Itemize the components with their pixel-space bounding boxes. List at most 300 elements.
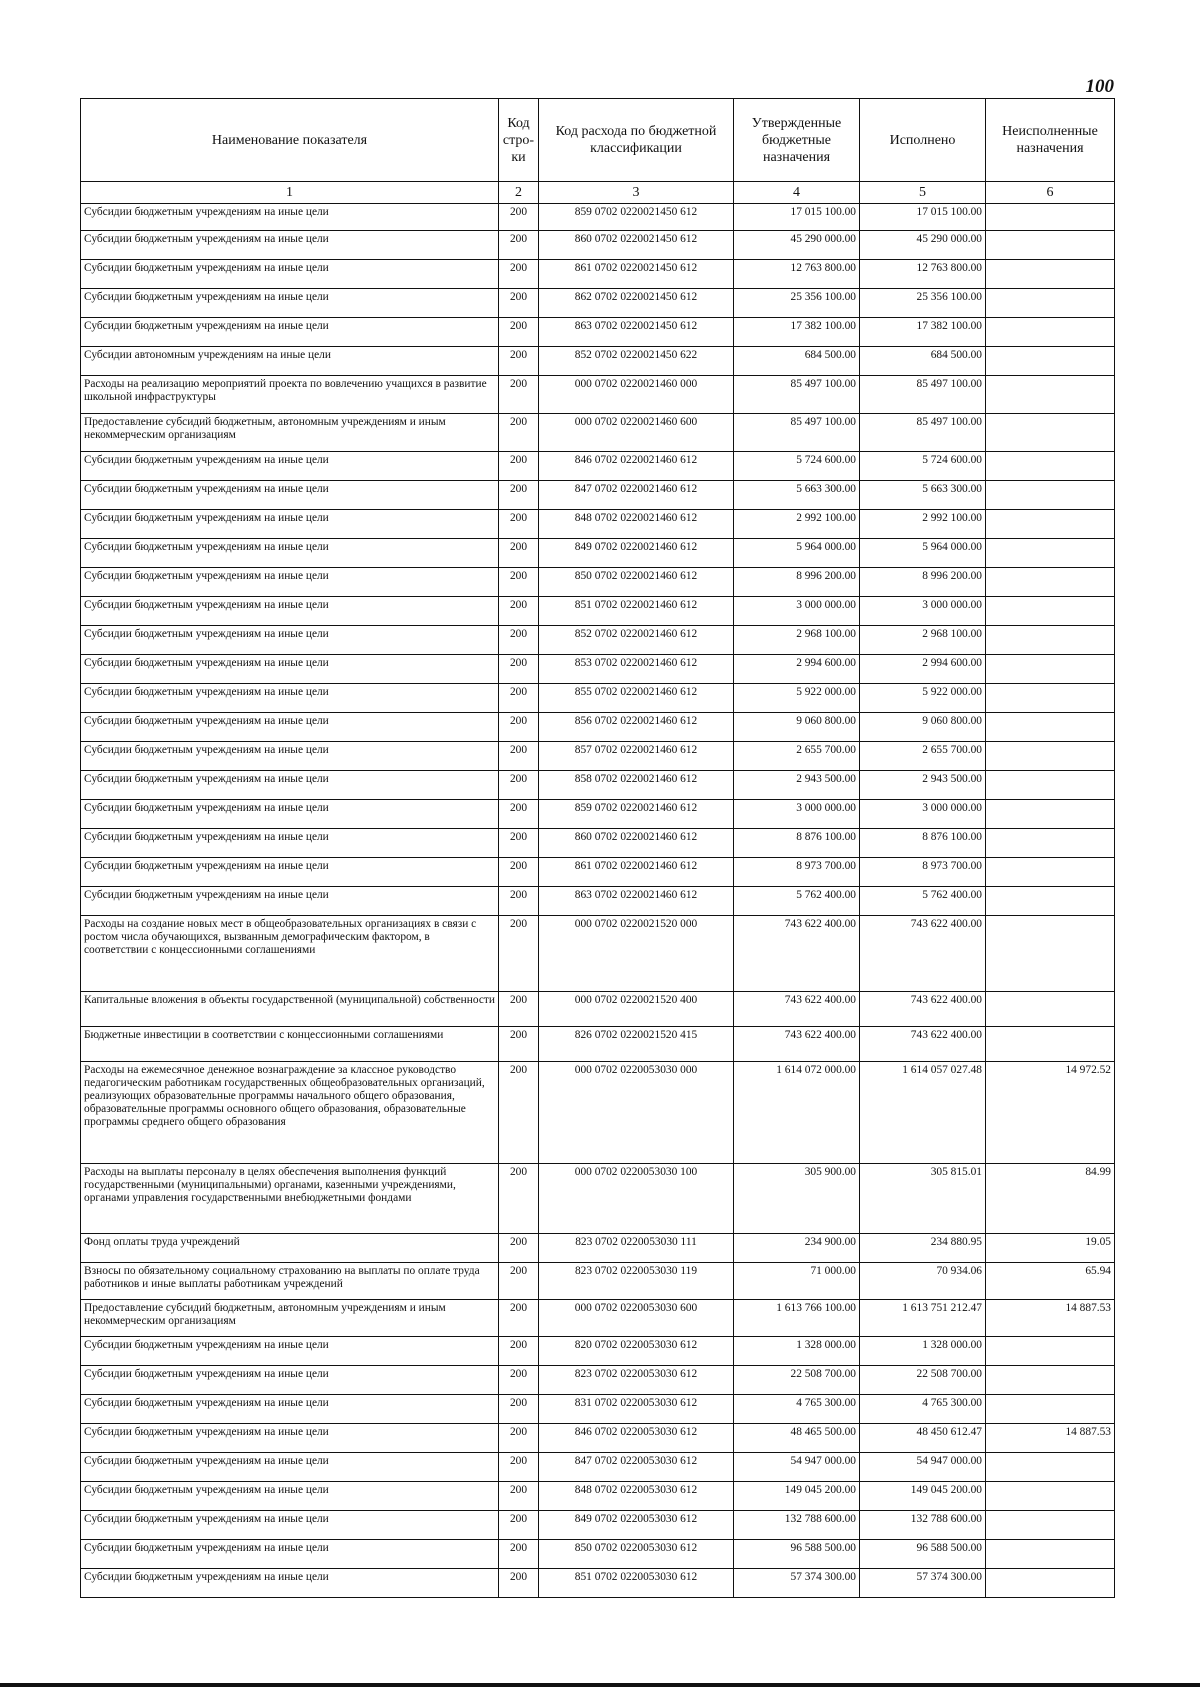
table-cell-budget-code: 858 0702 0220021460 612 — [539, 771, 734, 800]
col-number: 4 — [734, 182, 860, 204]
table-cell-unexecuted — [986, 414, 1115, 452]
table-cell-executed: 3 000 000.00 — [860, 800, 986, 829]
table-cell-budget-code: 823 0702 0220053030 612 — [539, 1366, 734, 1395]
table-cell-line-code: 200 — [499, 204, 539, 231]
table-cell-name: Субсидии бюджетным учреждениям на иные цели — [81, 1424, 499, 1453]
table-cell-executed: 12 763 800.00 — [860, 260, 986, 289]
table-cell-approved: 1 614 072 000.00 — [734, 1062, 860, 1164]
table-row — [81, 568, 1115, 597]
table-row — [81, 1482, 1115, 1511]
table-cell-unexecuted — [986, 916, 1115, 992]
table-cell-line-code: 200 — [499, 597, 539, 626]
table-row — [81, 655, 1115, 684]
table-row — [81, 539, 1115, 568]
table-cell-budget-code: 000 0702 0220021460 000 — [539, 376, 734, 414]
table-cell-unexecuted — [986, 800, 1115, 829]
table-cell-approved: 1 328 000.00 — [734, 1337, 860, 1366]
table-cell-name: Субсидии бюджетным учреждениям на иные цели — [81, 858, 499, 887]
table-row — [81, 713, 1115, 742]
table-cell-approved: 96 588 500.00 — [734, 1540, 860, 1569]
table-cell-executed: 9 060 800.00 — [860, 713, 986, 742]
table-cell-line-code: 200 — [499, 800, 539, 829]
table-cell-budget-code: 850 0702 0220021460 612 — [539, 568, 734, 597]
table-cell-line-code: 200 — [499, 684, 539, 713]
table-row — [81, 1366, 1115, 1395]
table-cell-budget-code: 861 0702 0220021450 612 — [539, 260, 734, 289]
table-cell-approved: 743 622 400.00 — [734, 916, 860, 992]
table-cell-unexecuted — [986, 655, 1115, 684]
table-cell-line-code: 200 — [499, 1164, 539, 1234]
table-cell-unexecuted — [986, 347, 1115, 376]
table-row — [81, 347, 1115, 376]
table-cell-unexecuted — [986, 1540, 1115, 1569]
table-cell-approved: 71 000.00 — [734, 1263, 860, 1300]
table-row — [81, 289, 1115, 318]
table-cell-executed: 17 015 100.00 — [860, 204, 986, 231]
table-cell-approved: 4 765 300.00 — [734, 1395, 860, 1424]
table-cell-unexecuted — [986, 742, 1115, 771]
table-cell-unexecuted — [986, 887, 1115, 916]
col-header-executed: Исполнено — [860, 99, 986, 182]
table-cell-line-code: 200 — [499, 452, 539, 481]
table-cell-unexecuted — [986, 231, 1115, 260]
table-cell-approved: 2 992 100.00 — [734, 510, 860, 539]
table-cell-approved: 8 996 200.00 — [734, 568, 860, 597]
col-header-approved: Утвержденные бюджетные назначения — [734, 99, 860, 182]
table-cell-budget-code: 823 0702 0220053030 111 — [539, 1234, 734, 1263]
table-cell-executed: 45 290 000.00 — [860, 231, 986, 260]
table-cell-line-code: 200 — [499, 1395, 539, 1424]
table-cell-name: Субсидии бюджетным учреждениям на иные цели — [81, 539, 499, 568]
table-cell-budget-code: 856 0702 0220021460 612 — [539, 713, 734, 742]
budget-execution-table — [80, 98, 1115, 1598]
table-cell-name: Предоставление субсидий бюджетным, автономным учреждениям и иным некоммерческим организациям — [81, 414, 499, 452]
table-cell-name: Предоставление субсидий бюджетным, автономным учреждениям и иным некоммерческим организациям — [81, 1300, 499, 1337]
table-cell-name: Субсидии бюджетным учреждениям на иные цели — [81, 1366, 499, 1395]
table-cell-approved: 57 374 300.00 — [734, 1569, 860, 1598]
table-cell-name: Субсидии бюджетным учреждениям на иные цели — [81, 231, 499, 260]
table-cell-budget-code: 857 0702 0220021460 612 — [539, 742, 734, 771]
table-cell-budget-code: 848 0702 0220053030 612 — [539, 1482, 734, 1511]
table-cell-executed: 17 382 100.00 — [860, 318, 986, 347]
table-cell-name: Субсидии бюджетным учреждениям на иные цели — [81, 260, 499, 289]
table-cell-approved: 25 356 100.00 — [734, 289, 860, 318]
table-cell-unexecuted: 14 887.53 — [986, 1300, 1115, 1337]
table-row — [81, 1453, 1115, 1482]
table-cell-line-code: 200 — [499, 1300, 539, 1337]
table-cell-budget-code: 847 0702 0220021460 612 — [539, 481, 734, 510]
table-cell-budget-code: 820 0702 0220053030 612 — [539, 1337, 734, 1366]
table-body — [81, 204, 1115, 1598]
table-cell-name: Субсидии бюджетным учреждениям на иные цели — [81, 1453, 499, 1482]
col-number: 2 — [499, 182, 539, 204]
table-row — [81, 916, 1115, 992]
table-cell-approved: 5 663 300.00 — [734, 481, 860, 510]
table-cell-unexecuted — [986, 992, 1115, 1027]
table-cell-name: Субсидии бюджетным учреждениям на иные цели — [81, 481, 499, 510]
table-cell-budget-code: 000 0702 0220053030 600 — [539, 1300, 734, 1337]
table-cell-unexecuted — [986, 1395, 1115, 1424]
table-cell-unexecuted — [986, 376, 1115, 414]
table-cell-approved: 17 382 100.00 — [734, 318, 860, 347]
table-cell-line-code: 200 — [499, 1263, 539, 1300]
table-cell-unexecuted — [986, 318, 1115, 347]
table-cell-executed: 2 655 700.00 — [860, 742, 986, 771]
table-cell-executed: 234 880.95 — [860, 1234, 986, 1263]
table-row — [81, 376, 1115, 414]
table-cell-line-code: 200 — [499, 1424, 539, 1453]
table-cell-budget-code: 000 0702 0220021460 600 — [539, 414, 734, 452]
table-cell-approved: 45 290 000.00 — [734, 231, 860, 260]
table-cell-executed: 305 815.01 — [860, 1164, 986, 1234]
table-cell-approved: 85 497 100.00 — [734, 414, 860, 452]
table-cell-budget-code: 000 0702 0220021520 000 — [539, 916, 734, 992]
table-row — [81, 1424, 1115, 1453]
table-cell-executed: 1 613 751 212.47 — [860, 1300, 986, 1337]
table-row — [81, 1337, 1115, 1366]
table-row — [81, 231, 1115, 260]
table-cell-approved: 3 000 000.00 — [734, 800, 860, 829]
table-cell-approved: 5 762 400.00 — [734, 887, 860, 916]
table-row — [81, 1027, 1115, 1062]
table-cell-unexecuted — [986, 1482, 1115, 1511]
table-cell-unexecuted: 84.99 — [986, 1164, 1115, 1234]
table-cell-executed: 8 876 100.00 — [860, 829, 986, 858]
table-cell-unexecuted — [986, 1569, 1115, 1598]
table-cell-executed: 8 973 700.00 — [860, 858, 986, 887]
table-cell-line-code: 200 — [499, 1569, 539, 1598]
table-cell-unexecuted — [986, 684, 1115, 713]
table-cell-name: Субсидии бюджетным учреждениям на иные цели — [81, 1395, 499, 1424]
table-cell-name: Субсидии бюджетным учреждениям на иные цели — [81, 1569, 499, 1598]
table-cell-budget-code: 863 0702 0220021460 612 — [539, 887, 734, 916]
table-cell-name: Субсидии бюджетным учреждениям на иные цели — [81, 684, 499, 713]
col-number: 1 — [81, 182, 499, 204]
col-header-budget-code: Код расхода по бюджетной классификации — [539, 99, 734, 182]
table-cell-executed: 684 500.00 — [860, 347, 986, 376]
table-cell-executed: 54 947 000.00 — [860, 1453, 986, 1482]
table-row — [81, 1234, 1115, 1263]
table-cell-executed: 96 588 500.00 — [860, 1540, 986, 1569]
table-cell-approved: 2 655 700.00 — [734, 742, 860, 771]
table-cell-executed: 8 996 200.00 — [860, 568, 986, 597]
table-cell-line-code: 200 — [499, 289, 539, 318]
table-cell-unexecuted — [986, 626, 1115, 655]
table-cell-budget-code: 859 0702 0220021450 612 — [539, 204, 734, 231]
table-cell-unexecuted — [986, 597, 1115, 626]
table-cell-unexecuted — [986, 1366, 1115, 1395]
table-cell-line-code: 200 — [499, 992, 539, 1027]
table-cell-executed: 2 943 500.00 — [860, 771, 986, 800]
table-cell-unexecuted — [986, 771, 1115, 800]
table-cell-executed: 5 922 000.00 — [860, 684, 986, 713]
table-cell-executed: 2 994 600.00 — [860, 655, 986, 684]
table-cell-name: Субсидии бюджетным учреждениям на иные цели — [81, 204, 499, 231]
table-cell-line-code: 200 — [499, 568, 539, 597]
table-cell-unexecuted — [986, 452, 1115, 481]
table-cell-approved: 8 876 100.00 — [734, 829, 860, 858]
table-cell-line-code: 200 — [499, 481, 539, 510]
table-cell-line-code: 200 — [499, 887, 539, 916]
table-cell-name: Расходы на реализацию мероприятий проекта по вовлечению учащихся в развитие школьной инфраструктуры — [81, 376, 499, 414]
table-cell-name: Субсидии бюджетным учреждениям на иные цели — [81, 597, 499, 626]
table-cell-budget-code: 000 0702 0220053030 000 — [539, 1062, 734, 1164]
table-cell-budget-code: 850 0702 0220053030 612 — [539, 1540, 734, 1569]
table-cell-line-code: 200 — [499, 626, 539, 655]
table-cell-approved: 2 968 100.00 — [734, 626, 860, 655]
table-cell-line-code: 200 — [499, 858, 539, 887]
table-cell-name: Субсидии бюджетным учреждениям на иные цели — [81, 742, 499, 771]
table-cell-budget-code: 859 0702 0220021460 612 — [539, 800, 734, 829]
table-cell-executed: 5 762 400.00 — [860, 887, 986, 916]
scan-bottom-edge — [0, 1683, 1200, 1687]
table-cell-executed: 5 724 600.00 — [860, 452, 986, 481]
table-cell-unexecuted — [986, 289, 1115, 318]
table-cell-line-code: 200 — [499, 347, 539, 376]
table-cell-budget-code: 000 0702 0220053030 100 — [539, 1164, 734, 1234]
table-row — [81, 1511, 1115, 1540]
table-cell-line-code: 200 — [499, 1511, 539, 1540]
table-cell-unexecuted — [986, 539, 1115, 568]
table-cell-budget-code: 862 0702 0220021450 612 — [539, 289, 734, 318]
table-cell-budget-code: 860 0702 0220021450 612 — [539, 231, 734, 260]
table-cell-executed: 132 788 600.00 — [860, 1511, 986, 1540]
table-cell-budget-code: 848 0702 0220021460 612 — [539, 510, 734, 539]
table-row — [81, 204, 1115, 231]
table-cell-name: Расходы на ежемесячное денежное вознаграждение за классное руководство педагогическим работникам государственных общеобразовательных организаций, реализующих образовательные программы начального общего образования, образовательные программы основного общего образования, образовательные программы среднего общего образования — [81, 1062, 499, 1164]
table-cell-line-code: 200 — [499, 916, 539, 992]
table-cell-unexecuted: 19.05 — [986, 1234, 1115, 1263]
table-cell-approved: 743 622 400.00 — [734, 1027, 860, 1062]
col-header-line-code: Код стро- ки — [499, 99, 539, 182]
table-cell-executed: 149 045 200.00 — [860, 1482, 986, 1511]
table-cell-budget-code: 860 0702 0220021460 612 — [539, 829, 734, 858]
table-cell-unexecuted — [986, 1511, 1115, 1540]
table-cell-budget-code: 823 0702 0220053030 119 — [539, 1263, 734, 1300]
table-row — [81, 858, 1115, 887]
table-cell-approved: 234 900.00 — [734, 1234, 860, 1263]
table-cell-approved: 54 947 000.00 — [734, 1453, 860, 1482]
table-cell-approved: 8 973 700.00 — [734, 858, 860, 887]
table-row — [81, 771, 1115, 800]
table-cell-executed: 743 622 400.00 — [860, 992, 986, 1027]
table-cell-executed: 2 968 100.00 — [860, 626, 986, 655]
table-cell-budget-code: 852 0702 0220021460 612 — [539, 626, 734, 655]
table-cell-name: Субсидии бюджетным учреждениям на иные цели — [81, 713, 499, 742]
table-cell-name: Расходы на создание новых мест в общеобразовательных организациях в связи с ростом числа обучающихся, вызванным демографическим фактором, в соответствии с концессионными соглашениями — [81, 916, 499, 992]
table-cell-line-code: 200 — [499, 1366, 539, 1395]
table-cell-name: Субсидии бюджетным учреждениям на иные цели — [81, 1337, 499, 1366]
table-cell-approved: 85 497 100.00 — [734, 376, 860, 414]
table-cell-unexecuted — [986, 1453, 1115, 1482]
table-cell-name: Бюджетные инвестиции в соответствии с концессионными соглашениями — [81, 1027, 499, 1062]
table-row — [81, 414, 1115, 452]
table-cell-executed: 1 614 057 027.48 — [860, 1062, 986, 1164]
table-cell-approved: 9 060 800.00 — [734, 713, 860, 742]
table-cell-executed: 57 374 300.00 — [860, 1569, 986, 1598]
table-cell-name: Субсидии бюджетным учреждениям на иные цели — [81, 510, 499, 539]
table-cell-name: Субсидии бюджетным учреждениям на иные цели — [81, 452, 499, 481]
col-header-name: Наименование показателя — [81, 99, 499, 182]
table-cell-line-code: 200 — [499, 231, 539, 260]
table-cell-line-code: 200 — [499, 771, 539, 800]
header-row — [81, 99, 1115, 182]
table-cell-name: Субсидии бюджетным учреждениям на иные цели — [81, 829, 499, 858]
table-cell-budget-code: 855 0702 0220021460 612 — [539, 684, 734, 713]
table-cell-approved: 149 045 200.00 — [734, 1482, 860, 1511]
table-cell-approved: 743 622 400.00 — [734, 992, 860, 1027]
table-cell-name: Фонд оплаты труда учреждений — [81, 1234, 499, 1263]
table-cell-executed: 48 450 612.47 — [860, 1424, 986, 1453]
table-cell-executed: 5 663 300.00 — [860, 481, 986, 510]
column-number-row — [81, 182, 1115, 204]
table-cell-approved: 3 000 000.00 — [734, 597, 860, 626]
table-cell-name: Капитальные вложения в объекты государственной (муниципальной) собственности — [81, 992, 499, 1027]
table-cell-unexecuted — [986, 829, 1115, 858]
table-cell-line-code: 200 — [499, 1540, 539, 1569]
table-cell-name: Субсидии бюджетным учреждениям на иные цели — [81, 1511, 499, 1540]
table-cell-line-code: 200 — [499, 742, 539, 771]
table-cell-unexecuted — [986, 1337, 1115, 1366]
table-cell-executed: 70 934.06 — [860, 1263, 986, 1300]
table-cell-name: Субсидии бюджетным учреждениям на иные цели — [81, 318, 499, 347]
table-row — [81, 1300, 1115, 1337]
table-row — [81, 800, 1115, 829]
table-cell-line-code: 200 — [499, 655, 539, 684]
table-cell-name: Субсидии бюджетным учреждениям на иные цели — [81, 1482, 499, 1511]
table-cell-budget-code: 826 0702 0220021520 415 — [539, 1027, 734, 1062]
table-cell-name: Субсидии бюджетным учреждениям на иные цели — [81, 771, 499, 800]
col-number: 6 — [986, 182, 1115, 204]
table-cell-unexecuted — [986, 204, 1115, 231]
table-cell-budget-code: 852 0702 0220021450 622 — [539, 347, 734, 376]
table-cell-name: Субсидии бюджетным учреждениям на иные цели — [81, 626, 499, 655]
table-cell-approved: 1 613 766 100.00 — [734, 1300, 860, 1337]
table-cell-unexecuted — [986, 713, 1115, 742]
table-cell-executed: 3 000 000.00 — [860, 597, 986, 626]
table-cell-approved: 12 763 800.00 — [734, 260, 860, 289]
table-cell-budget-code: 851 0702 0220021460 612 — [539, 597, 734, 626]
table-cell-name: Субсидии бюджетным учреждениям на иные цели — [81, 568, 499, 597]
table-row — [81, 684, 1115, 713]
table-cell-unexecuted — [986, 481, 1115, 510]
table-cell-line-code: 200 — [499, 510, 539, 539]
table-row — [81, 1395, 1115, 1424]
table-cell-executed: 25 356 100.00 — [860, 289, 986, 318]
table-cell-line-code: 200 — [499, 414, 539, 452]
table-cell-approved: 48 465 500.00 — [734, 1424, 860, 1453]
table-row — [81, 1263, 1115, 1300]
table-row — [81, 481, 1115, 510]
table-cell-budget-code: 846 0702 0220021460 612 — [539, 452, 734, 481]
table-cell-budget-code: 831 0702 0220053030 612 — [539, 1395, 734, 1424]
table-cell-unexecuted: 65.94 — [986, 1263, 1115, 1300]
table-row — [81, 318, 1115, 347]
col-number: 3 — [539, 182, 734, 204]
table-row — [81, 992, 1115, 1027]
table-row — [81, 1540, 1115, 1569]
table-row — [81, 626, 1115, 655]
table-cell-executed: 85 497 100.00 — [860, 414, 986, 452]
table-cell-line-code: 200 — [499, 829, 539, 858]
table-cell-executed: 5 964 000.00 — [860, 539, 986, 568]
table-row — [81, 829, 1115, 858]
table-cell-approved: 132 788 600.00 — [734, 1511, 860, 1540]
table-cell-approved: 2 943 500.00 — [734, 771, 860, 800]
table-cell-line-code: 200 — [499, 1453, 539, 1482]
table-cell-executed: 743 622 400.00 — [860, 1027, 986, 1062]
table-cell-executed: 85 497 100.00 — [860, 376, 986, 414]
table-cell-unexecuted — [986, 510, 1115, 539]
table-cell-name: Субсидии автономным учреждениям на иные цели — [81, 347, 499, 376]
table-cell-unexecuted: 14 972.52 — [986, 1062, 1115, 1164]
table-row — [81, 452, 1115, 481]
table-cell-approved: 5 724 600.00 — [734, 452, 860, 481]
table-cell-budget-code: 000 0702 0220021520 400 — [539, 992, 734, 1027]
col-number: 5 — [860, 182, 986, 204]
table-cell-line-code: 200 — [499, 318, 539, 347]
table-row — [81, 742, 1115, 771]
table-cell-unexecuted: 14 887.53 — [986, 1424, 1115, 1453]
table-row — [81, 260, 1115, 289]
table-cell-line-code: 200 — [499, 1337, 539, 1366]
table-cell-unexecuted — [986, 858, 1115, 887]
table-cell-line-code: 200 — [499, 1062, 539, 1164]
table-cell-approved: 5 922 000.00 — [734, 684, 860, 713]
table-cell-approved: 684 500.00 — [734, 347, 860, 376]
table-cell-budget-code: 846 0702 0220053030 612 — [539, 1424, 734, 1453]
table-cell-name: Субсидии бюджетным учреждениям на иные цели — [81, 887, 499, 916]
table-cell-name: Взносы по обязательному социальному страхованию на выплаты по оплате труда работников и иные выплаты работникам учреждений — [81, 1263, 499, 1300]
table-cell-name: Субсидии бюджетным учреждениям на иные цели — [81, 655, 499, 684]
table-cell-name: Субсидии бюджетным учреждениям на иные цели — [81, 289, 499, 318]
table-cell-approved: 5 964 000.00 — [734, 539, 860, 568]
table-cell-unexecuted — [986, 568, 1115, 597]
table-row — [81, 1062, 1115, 1164]
page-number: 100 — [1085, 76, 1114, 97]
table-cell-budget-code: 849 0702 0220053030 612 — [539, 1511, 734, 1540]
table-cell-executed: 22 508 700.00 — [860, 1366, 986, 1395]
table-cell-budget-code: 847 0702 0220053030 612 — [539, 1453, 734, 1482]
table-cell-budget-code: 853 0702 0220021460 612 — [539, 655, 734, 684]
table-cell-budget-code: 849 0702 0220021460 612 — [539, 539, 734, 568]
table-cell-unexecuted — [986, 260, 1115, 289]
table-cell-approved: 22 508 700.00 — [734, 1366, 860, 1395]
table-cell-executed: 1 328 000.00 — [860, 1337, 986, 1366]
table-cell-executed: 2 992 100.00 — [860, 510, 986, 539]
table-cell-line-code: 200 — [499, 1027, 539, 1062]
table-cell-budget-code: 861 0702 0220021460 612 — [539, 858, 734, 887]
table-cell-line-code: 200 — [499, 1482, 539, 1511]
table-cell-name: Расходы на выплаты персоналу в целях обеспечения выполнения функций государственными (муниципальными) органами, казенными учреждениями, органами управления государственными внебюджетными фондами — [81, 1164, 499, 1234]
table-row — [81, 887, 1115, 916]
table-cell-name: Субсидии бюджетным учреждениям на иные цели — [81, 800, 499, 829]
table-cell-line-code: 200 — [499, 260, 539, 289]
table-cell-unexecuted — [986, 1027, 1115, 1062]
table-cell-line-code: 200 — [499, 376, 539, 414]
table-cell-line-code: 200 — [499, 713, 539, 742]
table-row — [81, 1569, 1115, 1598]
table-cell-approved: 305 900.00 — [734, 1164, 860, 1234]
table-cell-budget-code: 863 0702 0220021450 612 — [539, 318, 734, 347]
table-row — [81, 510, 1115, 539]
table-row — [81, 1164, 1115, 1234]
table-cell-line-code: 200 — [499, 539, 539, 568]
table-cell-line-code: 200 — [499, 1234, 539, 1263]
table-cell-budget-code: 851 0702 0220053030 612 — [539, 1569, 734, 1598]
table-cell-executed: 743 622 400.00 — [860, 916, 986, 992]
col-header-unexecuted: Неисполненные назначения — [986, 99, 1115, 182]
